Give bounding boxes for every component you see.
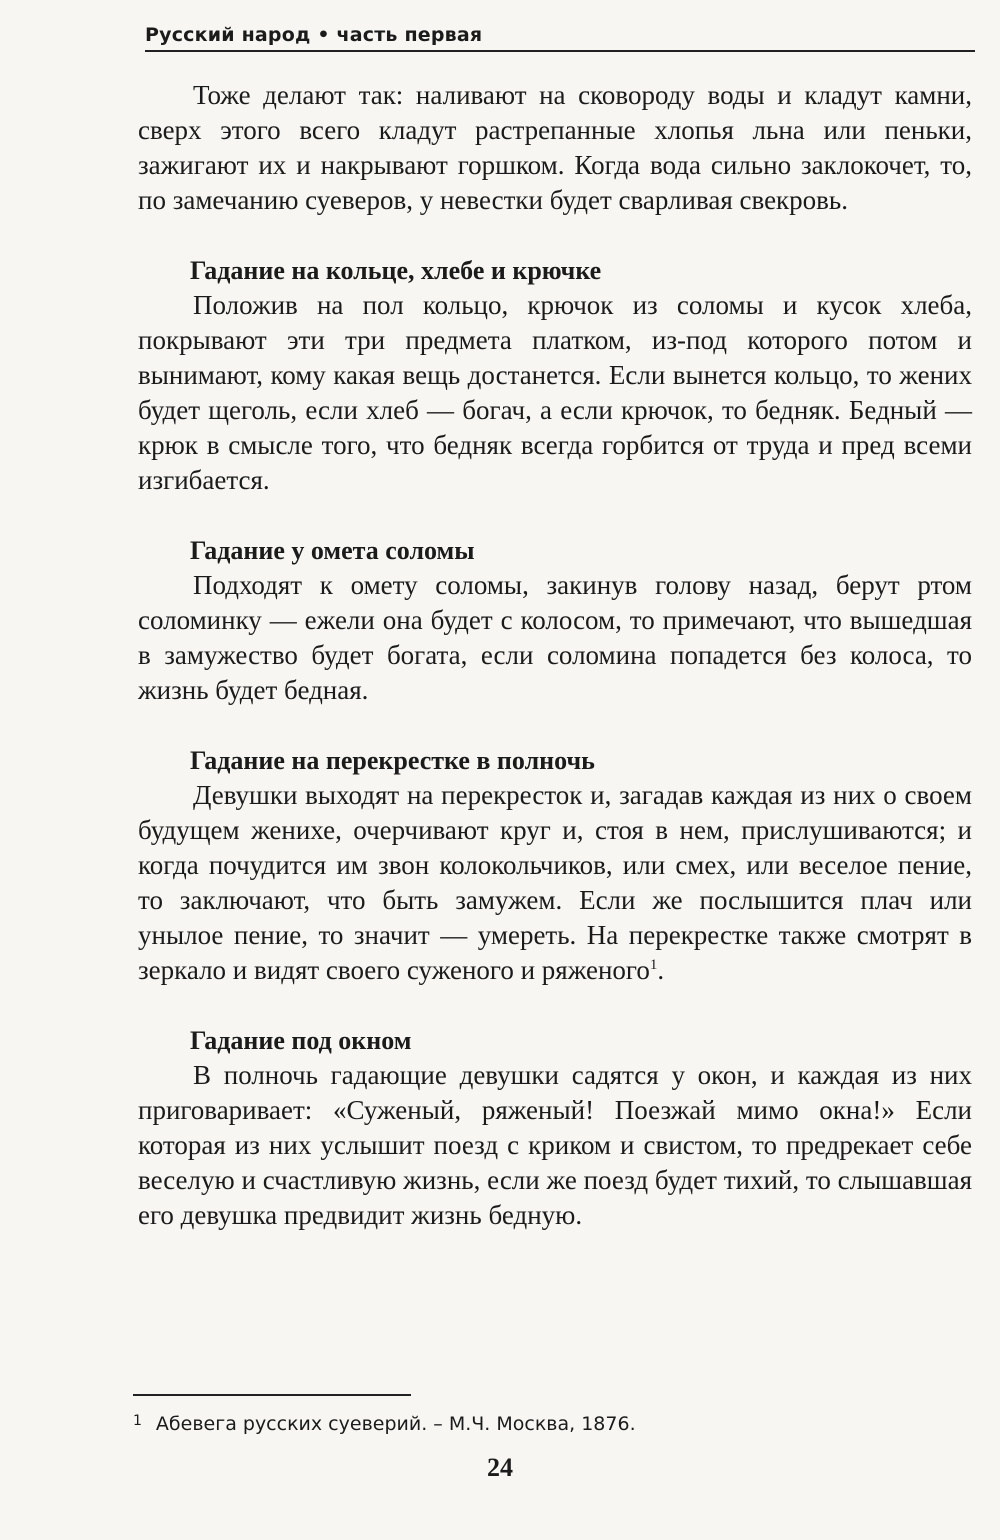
paragraph-intro: Тоже делают так: наливают на сковороду воды и кладут камни, сверх этого всего кладут растрепанные хлопья льна или пеньки, зажигают их и накрывают горшком. Когда вода сильно заклокочет, то, по замечанию суеверов, у невестки будет сварливая свекровь. [138, 80, 972, 215]
paragraph-straw-stack: Подходят к омету соломы, закинув голову назад, берут ртом соломинку — ежели она будет с колосом, то примечают, что вышедшая в замужество будет богата, если соломина попадется без колоса, то жизнь будет бедная. [138, 570, 972, 705]
footnote-divider [133, 1394, 411, 1396]
heading-under-window: Гадание под окном [190, 1026, 412, 1055]
footnote [133, 1408, 636, 1437]
page-number: 24 [487, 1453, 513, 1482]
footnote-mark: 1 [133, 1413, 142, 1429]
heading-crossroads-midnight: Гадание на перекрестке в полночь [190, 746, 595, 775]
heading-ring-bread-hook: Гадание на кольце, хлебе и крючке [190, 256, 602, 285]
paragraph-crossroads-text: Девушки выходят на перекресток и, загадав каждая из них о своем будущем женихе, очерчивают круг и, стоя в нем, прислушиваются; и когда почудится им звон колокольчиков, или смех, или веселое пение, то заключают, что быть замужем. Если же послышится плач или унылое пение, то значит — умереть. На перекрестке также смотрят в зеркало и видят своего суженого и ряженого [138, 780, 972, 985]
running-header [145, 18, 975, 52]
footnote-reference[interactable]: 1 [649, 957, 658, 973]
paragraph-ring-bread-hook: Положив на пол кольцо, крючок из соломы и кусок хлеба, покрывают эти три предмета платком, из-под которого потом и вынимают, кому какая вещь достанется. Если вынется кольцо, то жених будет щеголь, если хлеб — богач, а если крючок, то бедняк. Бедный — крюк в смысле того, что бедняк всегда горбится от труда и пред всеми изгибается. [138, 290, 972, 495]
paragraph-crossroads-midnight: Девушки выходят на перекресток и, загадав каждая из них о своем будущем женихе, очерчивают круг и, стоя в нем, прислушиваются; и когда почудится им звон колокольчиков, или смех, или веселое пение, то заключают, что быть замужем. Если же послышится плач или унылое пение, то значит — умереть. На перекрестке также смотрят в зеркало и видят своего суженого и ряженого$^1$. [138, 780, 972, 985]
running-title: Русский народ • часть первая [145, 24, 483, 46]
footnote-text: Абевега русских суеверий. – М.Ч. Москва, 1876. [155, 1413, 636, 1435]
page-body [138, 78, 972, 1233]
paragraph-under-window: В полночь гадающие девушки садятся у окон, и каждая из них приговаривает: «Суженый, ряженый! Поезжай мимо окна!» Если которая из них услышит поезд с криком и свистом, то предрекает себе веселую и счастливую жизнь, если же поезд будет тихий, то слышавшая его девушка предвидит жизнь бедную. [138, 1060, 972, 1230]
heading-straw-stack: Гадание у омета соломы [190, 536, 475, 565]
